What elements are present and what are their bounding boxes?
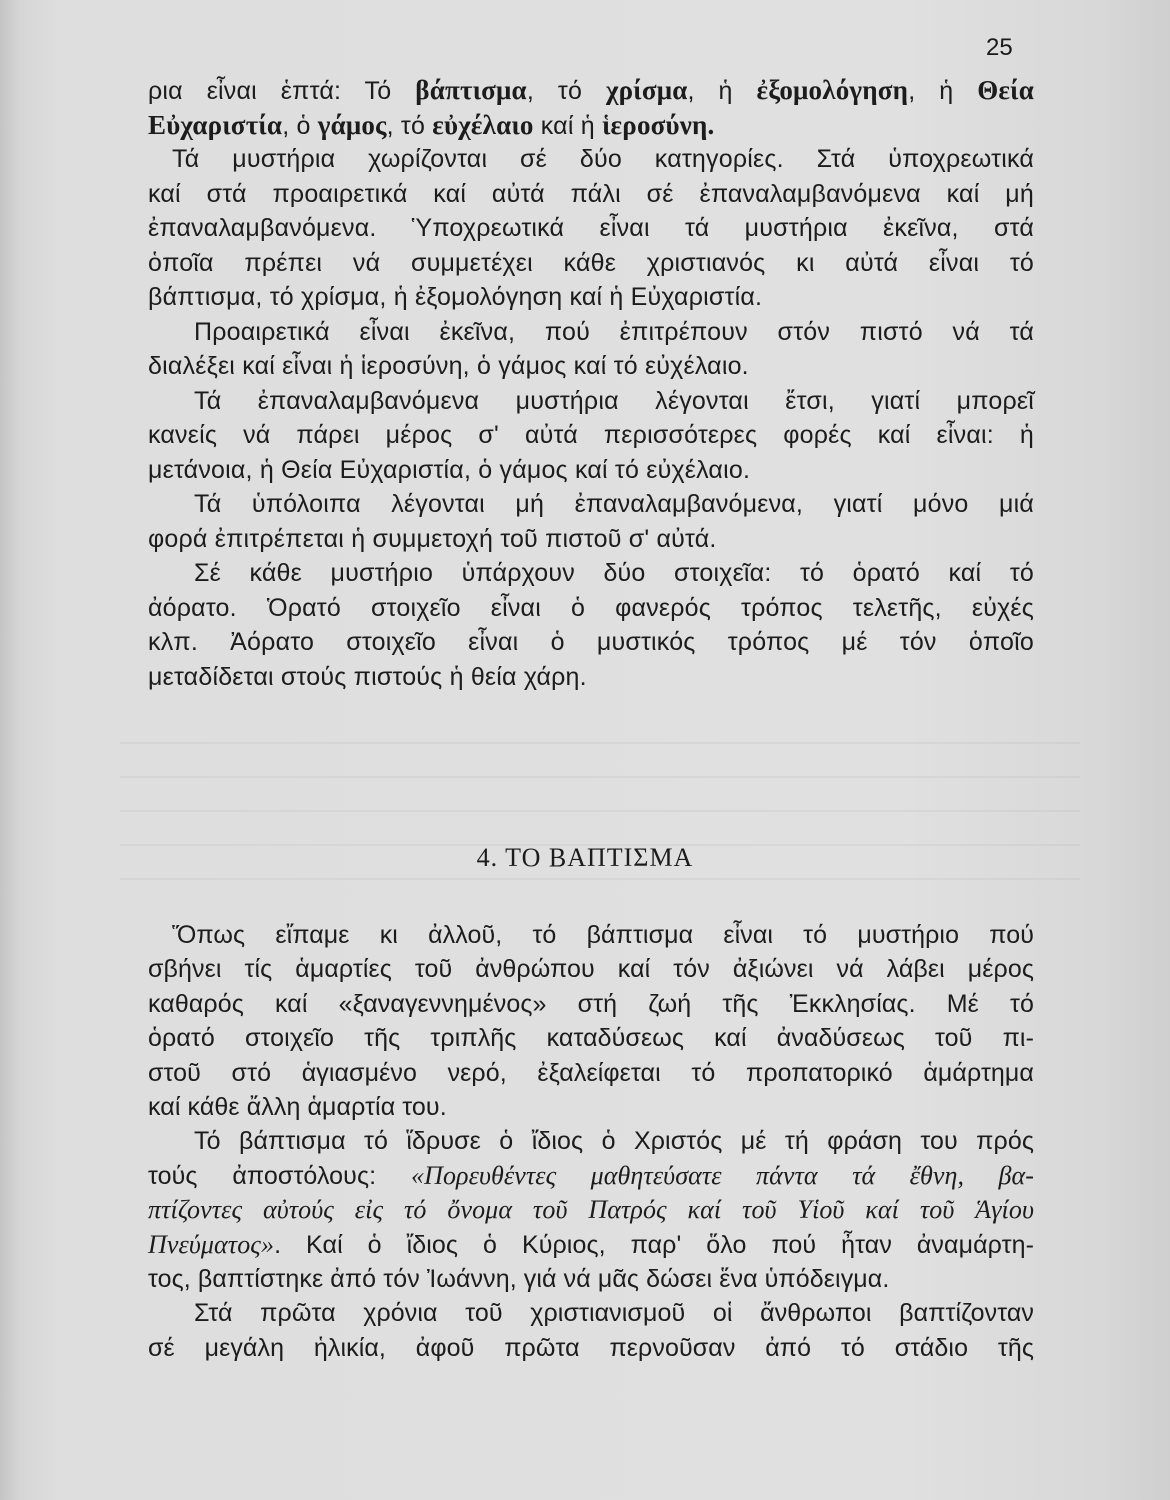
- paragraph: [148, 487, 1034, 556]
- text-line: Τό βάπτισμα τό ἵδρυσε ὁ ἴδιος ὁ Χριστός μέ τή φράση του πρός: [194, 1127, 1034, 1156]
- text-line: [148, 1228, 1034, 1262]
- text-segment: , τό: [386, 111, 433, 140]
- text-line: [148, 1193, 1034, 1227]
- text-line: Στά πρῶτα χρόνια τοῦ χριστιανισμοῦ οἱ ἄνθρωποι βαπτίζονταν: [194, 1299, 1034, 1328]
- bold-term: ἐξομολόγηση: [756, 75, 909, 105]
- text-segment: , ὁ: [282, 111, 318, 140]
- text-segment: . Καί ὁ ἴδιος ὁ Κύριος, παρ' ὅλο πού ἦταν ἀναμάρτη-: [274, 1230, 1034, 1259]
- text-line: τος, βαπτίστηκε ἀπό τόν Ἰωάννη, γιά νά μᾶς δώσει ἕνα ὑπόδειγμα.: [148, 1264, 890, 1293]
- paragraph: [148, 1296, 1034, 1365]
- italic-quote: Πνεύματος»: [148, 1229, 275, 1259]
- italic-quote: πτίζοντες αὐτούς εἰς τό ὄνομα τοῦ Πατρός καί τοῦ Υἱοῦ καί τοῦ Ἁγίου: [148, 1195, 1034, 1225]
- text-line: ὁποῖα πρέπει νά συμμετέχει κάθε χριστιανός κι αὐτά εἶναι τό: [148, 248, 1034, 277]
- bold-term: γάμος: [317, 109, 387, 140]
- text-line: καί κάθε ἄλλη ἁμαρτία του.: [148, 1092, 447, 1121]
- paragraph: [148, 918, 1034, 1124]
- bold-term: βάπτισμα: [415, 75, 527, 105]
- page-number: 25: [986, 34, 1013, 61]
- text-line: [148, 108, 1034, 143]
- text-line: Τά ἐπαναλαμβανόμενα μυστήρια λέγονται ἔτσι, γιατί μπορεῖ: [194, 386, 1034, 415]
- text-line: σβήνει τίς ἁμαρτίες τοῦ ἀνθρώπου καί τόν ἀξιώνει νά λάβει μέρος: [148, 955, 1034, 984]
- text-segment: τούς ἀποστόλους:: [148, 1161, 411, 1190]
- text-line: καί στά προαιρετικά καί αὐτά πάλι σέ ἐπαναλαμβανόμενα καί μή: [148, 179, 1034, 208]
- section-heading: 4. ΤΟ ΒΑΠΤΙΣΜΑ: [476, 843, 694, 872]
- text-line: Τά μυστήρια χωρίζονται σέ δύο κατηγορίες. Στά ὑποχρεωτικά: [172, 145, 1034, 173]
- body-text-bottom: [148, 918, 1034, 1365]
- text-segment: , ἡ: [908, 77, 978, 105]
- text-segment: , τό: [526, 77, 606, 105]
- text-line: κανείς νά πάρει μέρος σ' αὐτά περισσότερες φορές καί εἶναι: ἡ: [148, 421, 1034, 449]
- text-line: Τά ὑπόλοιπα λέγονται μή ἐπαναλαμβανόμενα, γιατί μόνο μιά: [194, 490, 1034, 518]
- text-line: [148, 1159, 1034, 1193]
- text-segment: καί ἡ: [533, 111, 602, 140]
- bold-term: εὐχέλαιο: [432, 109, 534, 140]
- paragraph: [148, 142, 1034, 315]
- text-segment: ρια εἶναι ἑπτά: Τό: [148, 77, 416, 105]
- bold-term: Εὐχαριστία: [148, 109, 283, 140]
- text-line: διαλέξει καί εἶναι ἡ ἱεροσύνη, ὁ γάμος καί τό εὐχέλαιο.: [148, 352, 749, 380]
- text-line: ἐπαναλαμβανόμενα. Ὑποχρεωτικά εἶναι τά μυστήρια ἐκεῖνα, στά: [148, 214, 1034, 242]
- text-line: κλπ. Ἀόρατο στοιχεῖο εἶναι ὁ μυστικός τρόπος μέ τόν ὁποῖο: [148, 628, 1034, 656]
- paragraph: [148, 556, 1034, 694]
- text-line: [148, 73, 1034, 108]
- paragraph: [148, 315, 1034, 384]
- text-segment: , ἡ: [687, 77, 757, 105]
- text-line: μετάνοια, ἡ Θεία Εὐχαριστία, ὁ γάμος καί τό εὐχέλαιο.: [148, 455, 751, 484]
- text-line: σέ μεγάλη ἡλικία, ἀφοῦ πρῶτα περνοῦσαν ἀπό τό στάδιο τῆς: [148, 1333, 1034, 1362]
- paragraph: [148, 1124, 1034, 1296]
- text-line: ὁρατό στοιχεῖο τῆς τριπλῆς καταδύσεως καί ἀναδύσεως τοῦ πι-: [148, 1024, 1034, 1053]
- text-line: ἀόρατο. Ὁρατό στοιχεῖο εἶναι ὁ φανερός τρόπος τελετῆς, εὐχές: [148, 593, 1034, 622]
- text-line: Σέ κάθε μυστήριο ὑπάρχουν δύο στοιχεῖα: τό ὁρατό καί τό: [194, 559, 1034, 587]
- text-line: στοῦ στό ἁγιασμένο νερό, ἐξαλείφεται τό προπατορικό ἁμάρτημα: [148, 1058, 1034, 1087]
- text-line: καθαρός καί «ξαναγεννημένος» στή ζωή τῆς Ἐκκλησίας. Μέ τό: [148, 989, 1034, 1018]
- italic-quote: «Πορευθέντες μαθητεύσατε πάντα τά ἔθνη, βα-: [410, 1160, 1034, 1190]
- text-line: Ὅπως εἴπαμε κι ἀλλοῦ, τό βάπτισμα εἶναι τό μυστήριο πού: [172, 921, 1034, 949]
- text-line: φορά ἐπιτρέπεται ἡ συμμετοχή τοῦ πιστοῦ σ' αὐτά.: [148, 524, 717, 553]
- text-line: βάπτισμα, τό χρίσμα, ἡ ἐξομολόγηση καί ἡ Εὐχαριστία.: [148, 283, 763, 311]
- text-line: Προαιρετικά εἶναι ἐκεῖνα, πού ἐπιτρέπουν στόν πιστό νά τά: [194, 317, 1034, 346]
- paragraph: [148, 384, 1034, 488]
- bold-term: Θεία: [977, 75, 1035, 105]
- body-text-top: [148, 73, 1034, 694]
- text-line: μεταδίδεται στούς πιστούς ἡ θεία χάρη.: [148, 662, 587, 691]
- bold-term: ἱεροσύνη.: [601, 109, 715, 140]
- paragraph: [148, 73, 1034, 142]
- bold-term: χρίσμα: [605, 75, 688, 105]
